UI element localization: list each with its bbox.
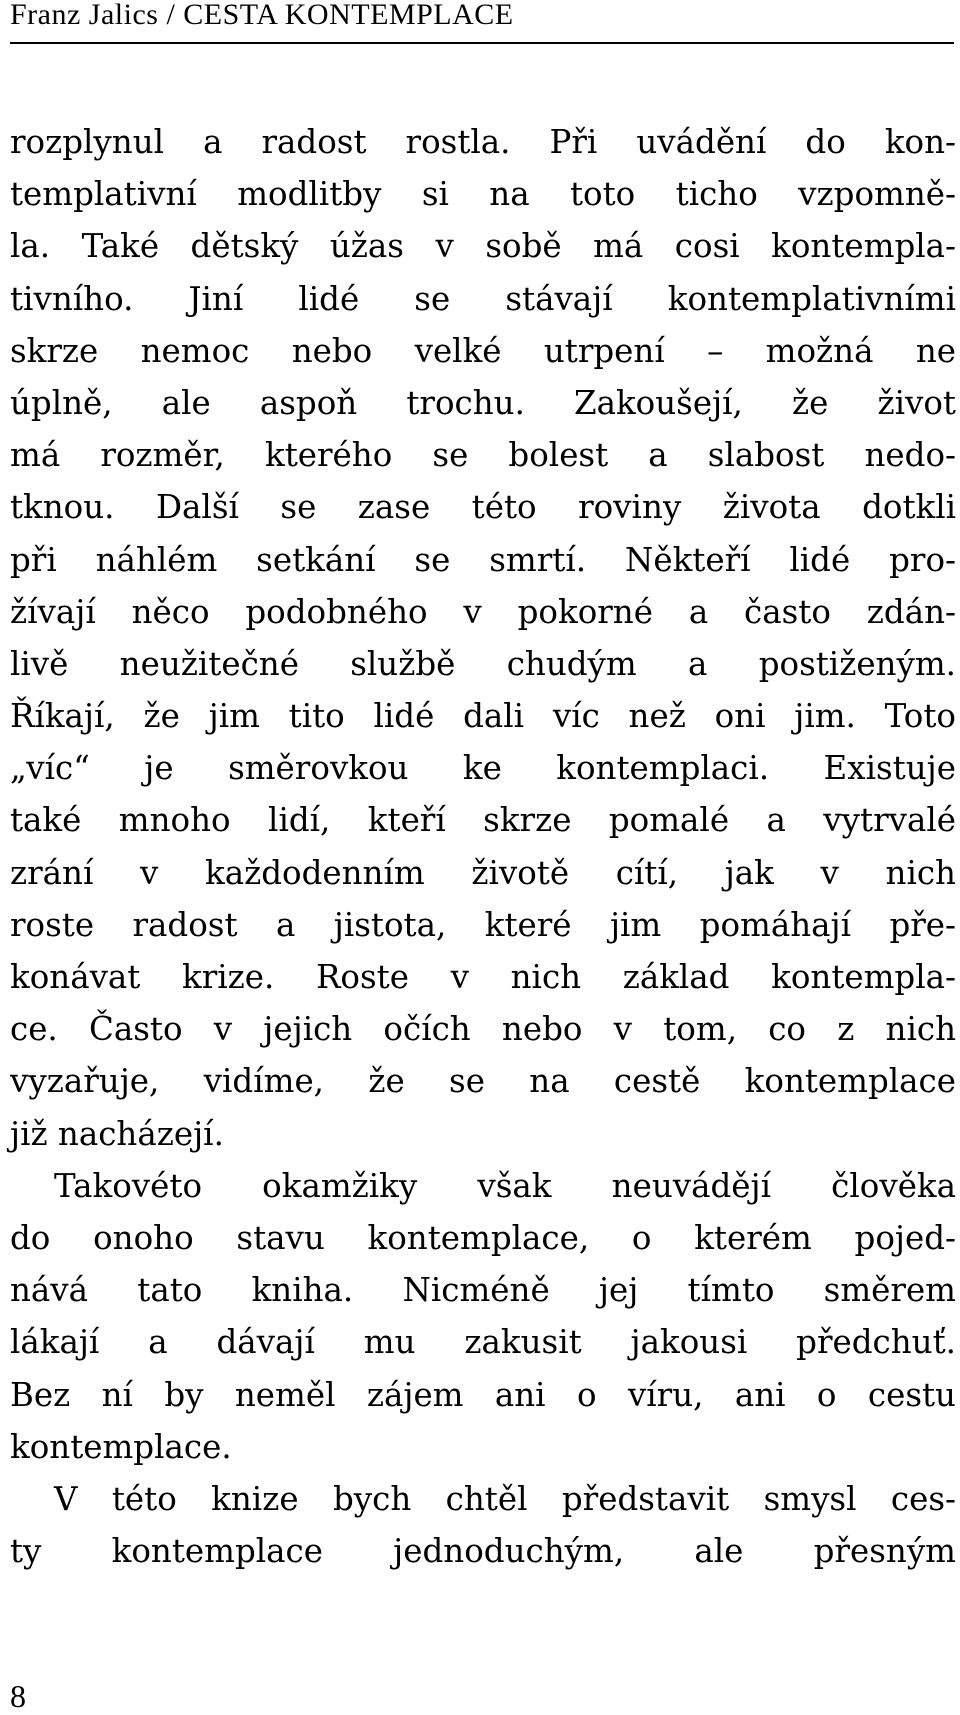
text-line: úplně, ale aspoň trochu. Zakoušejí, že život — [10, 383, 956, 422]
text-line: skrze nemoc nebo velké utrpení – možná ne — [10, 331, 956, 370]
text-line: nává tato kniha. Nicméně jej tímto směrem — [10, 1271, 956, 1310]
text-line: tivního. Jiní lidé se stávají kontemplativními — [10, 279, 956, 318]
text-line: roste radost a jistota, které jim pomáhají pře- — [10, 905, 956, 944]
text-line: Bez ní by neměl zájem ani o víru, ani o cestu — [10, 1375, 956, 1414]
text-line: žívají něco podobného v pokorné a často zdán- — [10, 592, 956, 631]
running-title: Franz Jalics / CESTA KONTEMPLACE — [10, 0, 514, 31]
text-line: ty kontemplace jednoduchým, ale přesným — [10, 1532, 956, 1571]
text-line: při náhlém setkání se smrtí. Někteří lidé pro- — [10, 540, 956, 579]
body-text — [10, 116, 956, 1577]
page-number: 8 — [10, 1678, 26, 1714]
paragraph-start-line: Takovéto okamžiky však neuvádějí člověka — [54, 1166, 956, 1205]
running-header — [10, 0, 954, 44]
text-line: má rozměr, kterého se bolest a slabost nedo- — [10, 436, 956, 475]
text-line: vyzařuje, vidíme, že se na cestě kontemplace — [10, 1062, 956, 1101]
text-line: Říkají, že jim tito lidé dali víc než oni jim. Toto — [10, 697, 956, 736]
text-line: zrání v každodenním životě cítí, jak v nich — [10, 853, 956, 892]
text-line: livě neužitečné službě chudým a postiženým. — [10, 644, 956, 683]
text-line: také mnoho lidí, kteří skrze pomalé a vytrvalé — [10, 801, 956, 840]
text-line: do onoho stavu kontemplace, o kterém pojed- — [10, 1218, 956, 1257]
text-line: la. Také dětský úžas v sobě má cosi kontempla- — [10, 227, 956, 266]
paragraph-end-line: kontemplace. — [10, 1427, 232, 1466]
text-line: ce. Často v jejich očích nebo v tom, co z nich — [10, 1010, 956, 1049]
text-line: lákají a dávají mu zakusit jakousi předchuť. — [10, 1323, 956, 1362]
text-line: templativní modlitby si na toto ticho vzpomně- — [10, 175, 956, 214]
paragraph-start-line: V této knize bych chtěl představit smysl ces- — [54, 1479, 956, 1518]
paragraph-end-line: již nacházejí. — [10, 1114, 224, 1153]
text-line: „víc“ je směrovkou ke kontemplaci. Existuje — [10, 749, 956, 788]
text-line: tknou. Další se zase této roviny života dotkli — [10, 488, 956, 527]
text-line: rozplynul a radost rostla. Při uvádění do kon- — [10, 123, 956, 161]
text-line: konávat krize. Roste v nich základ kontempla- — [10, 958, 956, 996]
